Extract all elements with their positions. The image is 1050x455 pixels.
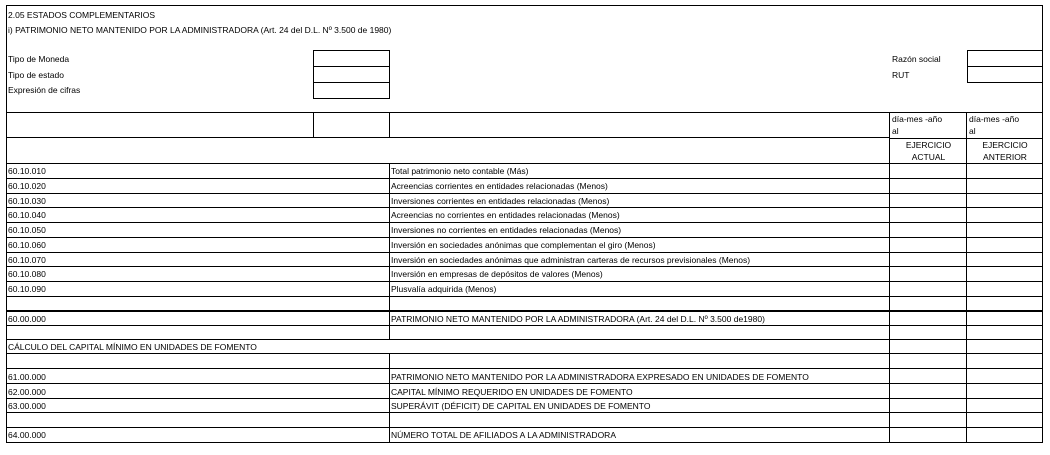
row-rule [6,412,1043,413]
row-rule [6,310,1043,312]
row-rule [6,398,1043,399]
date-anterior-line2: al [969,126,976,136]
row-code: 60.10.040 [8,210,46,220]
rut-label: RUT [892,70,910,80]
row-rule [6,353,1043,354]
row-code: 60.10.090 [8,284,46,294]
row-description: Acreencias no corrientes en entidades relacionadas (Menos) [391,210,620,220]
row-description: SUPERÁVIT (DÉFICIT) DE CAPITAL EN UNIDADES DE FOMENTO [391,401,651,411]
row-code: 63.00.000 [8,401,46,411]
total-row-description: PATRIMONIO NETO MANTENIDO POR LA ADMINISTRADORA (Art. 24 del D.L. Nº 3.500 de1980) [391,314,765,324]
row-description: Inversión en empresas de depósitos de valores (Menos) [391,269,603,279]
row-rule [6,383,1043,384]
row-rule [6,368,1043,369]
subsection-title: i) PATRIMONIO NETO MANTENIDO POR LA ADMINISTRADORA (Art. 24 del D.L. Nº 3.500 de 1980) [8,25,392,35]
row-code: 62.00.000 [8,387,46,397]
row-rule [6,339,1043,340]
date-actual-line2: al [892,126,899,136]
tipo-estado-label: Tipo de estado [8,70,64,80]
ejercicio-actual-line1: EJERCICIO [905,140,952,150]
row-rule [6,222,1043,223]
row-rule [6,281,1043,282]
row-rule [6,296,1043,297]
section-title: 2.05 ESTADOS COMPLEMENTARIOS [8,10,156,20]
row-code: 60.10.050 [8,225,46,235]
row-rule [6,252,1043,253]
ejercicio-anterior-line2: ANTERIOR [983,152,1027,162]
expresion-cifras-label: Expresión de cifras [8,85,81,95]
row-description: Plusvalía adquirida (Menos) [391,284,497,294]
row-rule [6,178,1043,179]
razon-social-field[interactable] [967,50,1043,67]
row-rule [6,193,1043,194]
rule [6,137,889,138]
date-anterior-line1: día-mes -año [969,114,1020,124]
ejercicio-actual-line2: ACTUAL [911,152,946,162]
final-row-code: 64.00.000 [8,430,46,440]
tipo-estado-field[interactable] [313,66,390,83]
row-rule [6,427,1043,428]
total-row-code: 60.00.000 [8,314,46,324]
section2-title: CÁLCULO DEL CAPITAL MÍNIMO EN UNIDADES DE FOMENTO [8,342,257,352]
rule [6,112,1043,113]
row-code: 60.10.070 [8,255,46,265]
row-rule [6,325,1043,326]
column-rule [389,163,390,339]
row-code: 60.10.010 [8,166,46,176]
date-actual-line1: día-mes -año [892,114,943,124]
row-code: 60.10.080 [8,269,46,279]
row-rule [6,163,1043,164]
rule [389,112,390,137]
row-code: 60.10.030 [8,196,46,206]
row-description: Inversión en sociedades anónimas que administran carteras de recursos previsionales (Menos) [391,255,751,265]
row-code: 60.10.020 [8,181,46,191]
row-rule [6,237,1043,238]
razon-social-label: Razón social [892,54,941,64]
row-rule [6,207,1043,208]
rut-field[interactable] [967,66,1043,83]
tipo-moneda-label: Tipo de Moneda [8,54,70,64]
column-rule [889,112,890,443]
row-description: Acreencias corrientes en entidades relacionadas (Menos) [391,181,608,191]
row-description: Total patrimonio neto contable (Más) [391,166,529,176]
row-description: Inversiones corrientes en entidades relacionadas (Menos) [391,196,610,206]
rule [313,112,314,137]
row-description: PATRIMONIO NETO MANTENIDO POR LA ADMINISTRADORA EXPRESADO EN UNIDADES DE FOMENTO [391,372,809,382]
row-rule [6,266,1043,267]
ejercicio-anterior-line1: EJERCICIO [982,140,1028,150]
tipo-moneda-field[interactable] [313,50,390,67]
row-description: CAPITAL MÍNIMO REQUERIDO EN UNIDADES DE FOMENTO [391,387,633,397]
row-description: Inversión en sociedades anónimas que complementan el giro (Menos) [391,240,656,250]
final-row-description: NÚMERO TOTAL DE AFILIADOS A LA ADMINISTRADORA [391,430,616,440]
row-description: Inversiones no corrientes en entidades relacionadas (Menos) [391,225,622,235]
column-rule [966,112,967,443]
row-code: 61.00.000 [8,372,46,382]
row-code: 60.10.060 [8,240,46,250]
expresion-cifras-field[interactable] [313,82,390,99]
